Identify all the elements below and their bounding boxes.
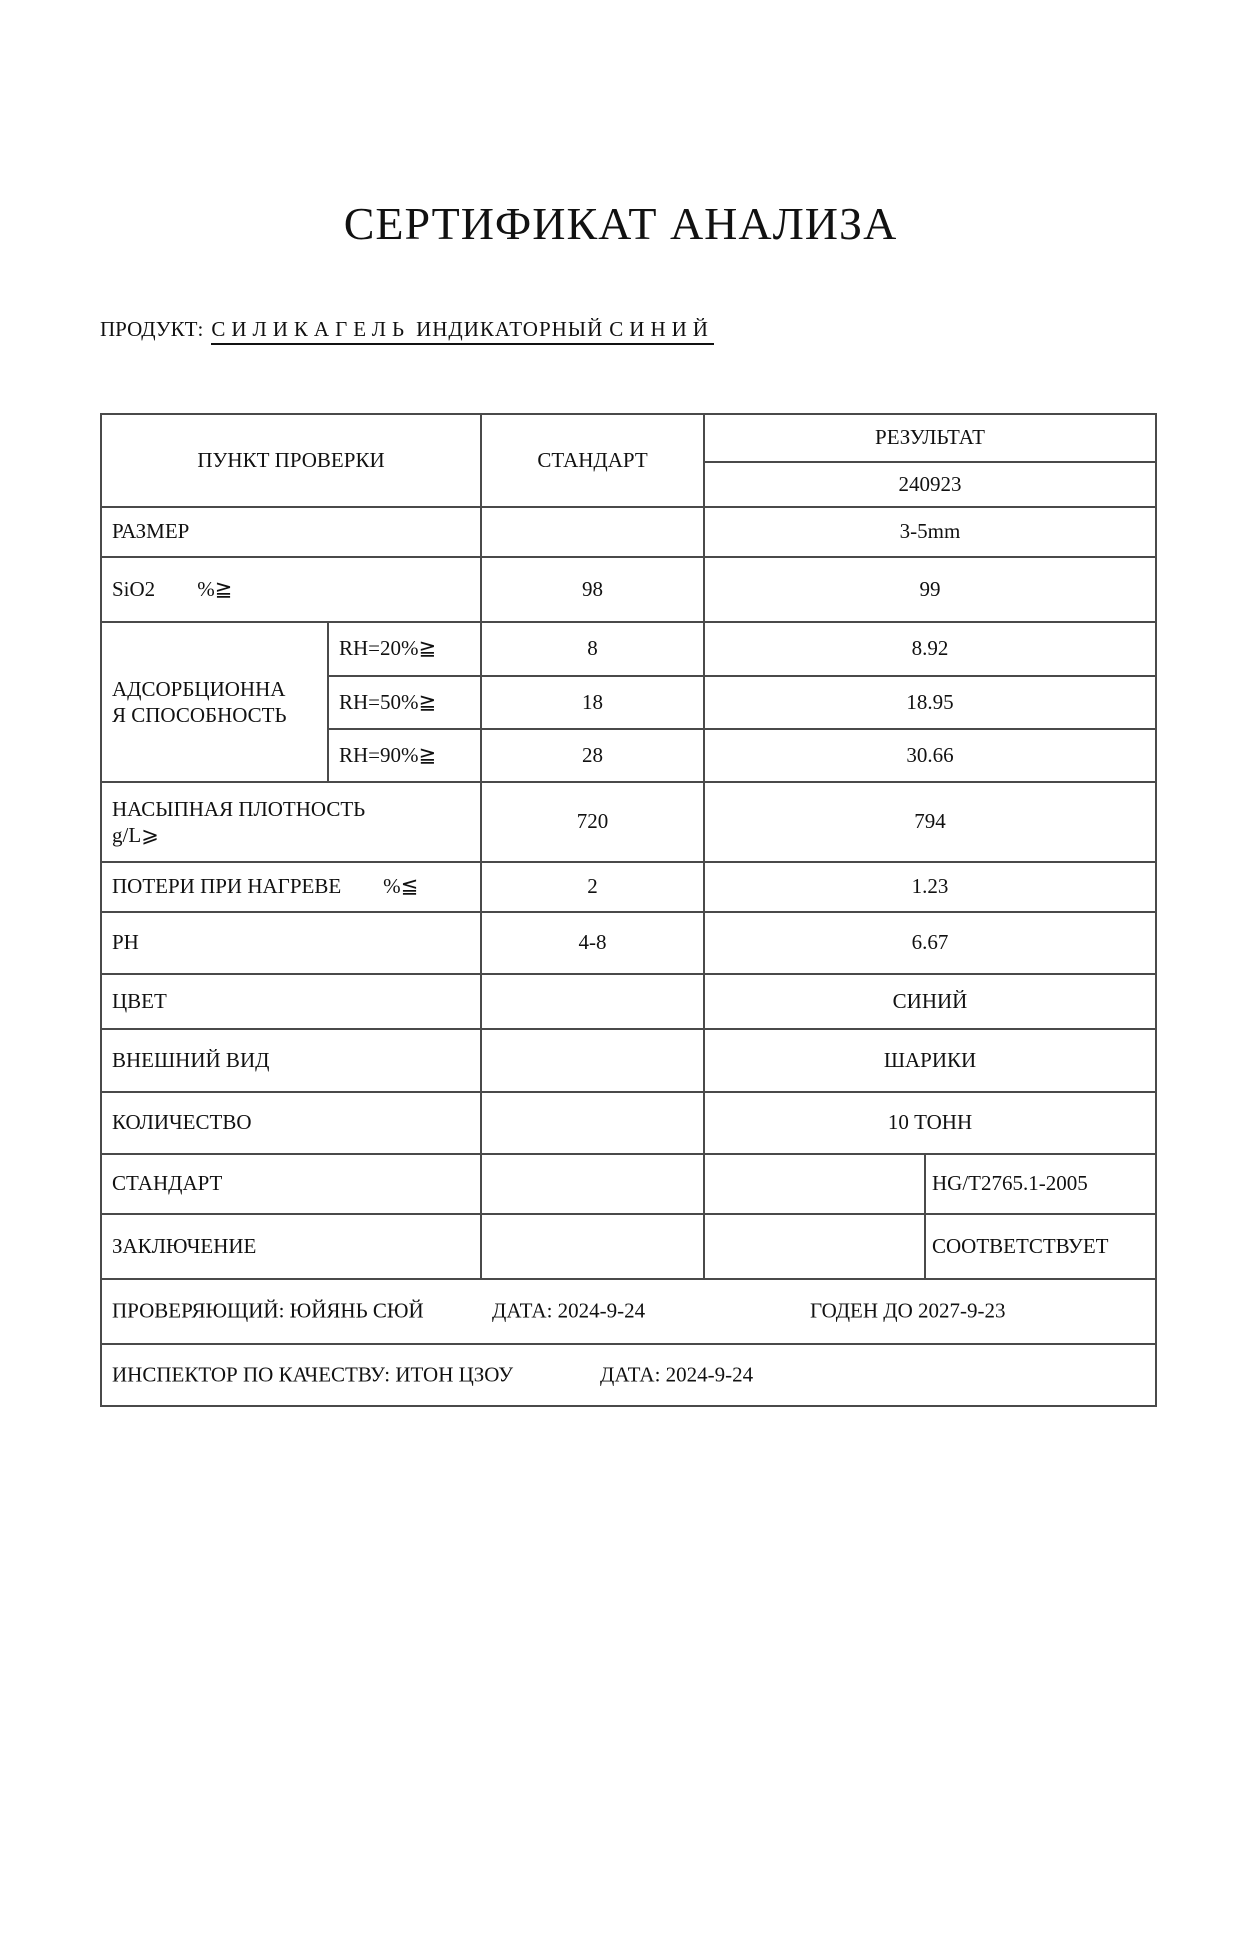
table-row-size bbox=[101, 507, 1156, 557]
quantity-standard bbox=[481, 1092, 704, 1154]
adsorption-label: АДСОРБЦИОННАЯ СПОСОБНОСТЬ bbox=[112, 676, 287, 727]
table-row-color bbox=[101, 974, 1156, 1029]
heating-loss-label-cell bbox=[101, 862, 481, 912]
verifier-label: ПРОВЕРЯЮЩИЙ: ЮЙЯНЬ СЮЙ bbox=[112, 1298, 424, 1323]
rh90-label: RH=90%≧ bbox=[328, 729, 481, 782]
adsorption-label-cell bbox=[101, 622, 328, 782]
conclusion-empty bbox=[704, 1214, 925, 1279]
valid-until: ГОДЕН ДО 2027-9-23 bbox=[810, 1298, 1006, 1323]
product-label: ПРОДУКТ: bbox=[100, 316, 204, 341]
bulk-density-label-cell bbox=[101, 782, 481, 862]
product-line bbox=[100, 317, 1241, 345]
product-name-part1: СИЛИКАГЕЛЬ bbox=[211, 316, 411, 341]
ph-result: 6.67 bbox=[704, 912, 1156, 974]
rh50-standard: 18 bbox=[481, 676, 704, 729]
rh20-standard: 8 bbox=[481, 622, 704, 676]
color-standard bbox=[481, 974, 704, 1029]
header-result-column: РЕЗУЛЬТАТ bbox=[704, 414, 1156, 462]
quality-inspector-date: ДАТА: 2024-9-24 bbox=[600, 1362, 754, 1387]
header-item-column: ПУНКТ ПРОВЕРКИ bbox=[101, 414, 481, 507]
sio2-result: 99 bbox=[704, 557, 1156, 622]
size-result: 3-5mm bbox=[704, 507, 1156, 557]
quality-inspector-label: ИНСПЕКТОР ПО КАЧЕСТВУ: ИТОН ЦЗОУ bbox=[112, 1362, 514, 1387]
table-row-quality-inspector bbox=[101, 1344, 1156, 1406]
heating-loss-label: ПОТЕРИ ПРИ НАГРЕВЕ bbox=[112, 874, 342, 899]
rh90-result: 30.66 bbox=[704, 729, 1156, 782]
verifier-date: ДАТА: 2024-9-24 bbox=[492, 1298, 646, 1323]
conclusion-standard bbox=[481, 1214, 704, 1279]
table-row-verifier bbox=[101, 1279, 1156, 1344]
rh50-result: 18.95 bbox=[704, 676, 1156, 729]
analysis-table bbox=[100, 413, 1157, 1407]
bulk-density-standard: 720 bbox=[481, 782, 704, 862]
table-row-rh20 bbox=[101, 622, 1156, 676]
size-label: РАЗМЕР bbox=[101, 507, 481, 557]
table-row-standard bbox=[101, 1154, 1156, 1214]
header-row-1 bbox=[101, 414, 1156, 462]
table-row-bulk-density bbox=[101, 782, 1156, 862]
ph-label: PH bbox=[101, 912, 481, 974]
standard-row-empty bbox=[704, 1154, 925, 1214]
heating-loss-result: 1.23 bbox=[704, 862, 1156, 912]
appearance-result: ШАРИКИ bbox=[704, 1029, 1156, 1092]
size-standard bbox=[481, 507, 704, 557]
table-row-conclusion bbox=[101, 1214, 1156, 1279]
ph-standard: 4-8 bbox=[481, 912, 704, 974]
appearance-label: ВНЕШНИЙ ВИД bbox=[101, 1029, 481, 1092]
heating-loss-standard: 2 bbox=[481, 862, 704, 912]
table-row-sio2 bbox=[101, 557, 1156, 622]
rh50-label: RH=50%≧ bbox=[328, 676, 481, 729]
sio2-label: SiO2 bbox=[112, 576, 156, 601]
sio2-standard: 98 bbox=[481, 557, 704, 622]
standard-row-result: HG/T2765.1-2005 bbox=[925, 1154, 1156, 1214]
appearance-standard bbox=[481, 1029, 704, 1092]
quantity-label: КОЛИЧЕСТВО bbox=[101, 1092, 481, 1154]
table-row-heating-loss bbox=[101, 862, 1156, 912]
rh90-standard: 28 bbox=[481, 729, 704, 782]
table-row-ph bbox=[101, 912, 1156, 974]
sio2-condition: %≧ bbox=[197, 576, 233, 601]
standard-row-label: СТАНДАРТ bbox=[101, 1154, 481, 1214]
bulk-density-result: 794 bbox=[704, 782, 1156, 862]
conclusion-result: СООТВЕТСТВУЕТ bbox=[925, 1214, 1156, 1279]
heating-loss-condition: %≦ bbox=[383, 874, 419, 899]
color-result: СИНИЙ bbox=[704, 974, 1156, 1029]
rh20-result: 8.92 bbox=[704, 622, 1156, 676]
quantity-result: 10 ТОНН bbox=[704, 1092, 1156, 1154]
sio2-label-cell bbox=[101, 557, 481, 622]
verifier-cell bbox=[101, 1279, 1156, 1344]
header-standard-column: СТАНДАРТ bbox=[481, 414, 704, 507]
bulk-density-condition: g/L⩾ bbox=[112, 822, 159, 847]
standard-row-standard bbox=[481, 1154, 704, 1214]
product-name-part3: СИНИЙ bbox=[609, 316, 714, 341]
table-row-appearance bbox=[101, 1029, 1156, 1092]
quality-inspector-cell bbox=[101, 1344, 1156, 1406]
product-name bbox=[211, 317, 714, 345]
conclusion-label: ЗАКЛЮЧЕНИЕ bbox=[101, 1214, 481, 1279]
bulk-density-label: НАСЫПНАЯ ПЛОТНОСТЬ bbox=[112, 796, 366, 821]
product-name-part2: ИНДИКАТОРНЫЙ bbox=[416, 316, 604, 341]
rh20-label: RH=20%≧ bbox=[328, 622, 481, 676]
certificate-title: СЕРТИФИКАТ АНАЛИЗА bbox=[343, 198, 898, 249]
batch-number: 240923 bbox=[704, 462, 1156, 507]
color-label: ЦВЕТ bbox=[101, 974, 481, 1029]
table-row-quantity bbox=[101, 1092, 1156, 1154]
